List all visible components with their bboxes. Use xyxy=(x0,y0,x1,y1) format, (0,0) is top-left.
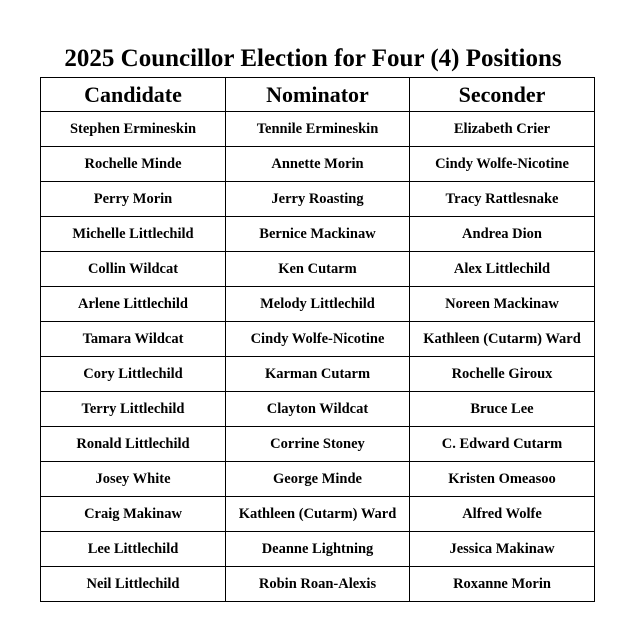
nominator-cell: Robin Roan-Alexis xyxy=(226,567,410,602)
candidate-cell: Josey White xyxy=(41,462,226,497)
seconder-cell: C. Edward Cutarm xyxy=(410,427,595,462)
seconder-cell: Andrea Dion xyxy=(410,217,595,252)
seconder-cell: Roxanne Morin xyxy=(410,567,595,602)
seconder-cell: Noreen Mackinaw xyxy=(410,287,595,322)
candidate-cell: Stephen Ermineskin xyxy=(41,112,226,147)
candidate-cell: Ronald Littlechild xyxy=(41,427,226,462)
nominator-cell: Annette Morin xyxy=(226,147,410,182)
seconder-cell: Tracy Rattlesnake xyxy=(410,182,595,217)
seconder-cell: Jessica Makinaw xyxy=(410,532,595,567)
candidate-cell: Craig Makinaw xyxy=(41,497,226,532)
nominator-cell: Kathleen (Cutarm) Ward xyxy=(226,497,410,532)
candidate-cell: Tamara Wildcat xyxy=(41,322,226,357)
column-header-nominator: Nominator xyxy=(226,78,410,112)
table-row xyxy=(41,567,595,602)
table-body xyxy=(41,112,595,602)
table-row xyxy=(41,497,595,532)
nominator-cell: Deanne Lightning xyxy=(226,532,410,567)
nominator-cell: Clayton Wildcat xyxy=(226,392,410,427)
table-row xyxy=(41,532,595,567)
candidate-cell: Arlene Littlechild xyxy=(41,287,226,322)
column-header-candidate: Candidate xyxy=(41,78,226,112)
column-header-seconder: Seconder xyxy=(410,78,595,112)
table-row xyxy=(41,462,595,497)
table-row xyxy=(41,287,595,322)
table-row xyxy=(41,112,595,147)
table-header-row xyxy=(41,78,595,112)
candidate-cell: Neil Littlechild xyxy=(41,567,226,602)
seconder-cell: Alex Littlechild xyxy=(410,252,595,287)
nominator-cell: Cindy Wolfe-Nicotine xyxy=(226,322,410,357)
page-title: 2025 Councillor Election for Four (4) Positions xyxy=(64,45,562,72)
candidate-cell: Terry Littlechild xyxy=(41,392,226,427)
table-row xyxy=(41,217,595,252)
nominator-cell: Jerry Roasting xyxy=(226,182,410,217)
table-row xyxy=(41,322,595,357)
table-row xyxy=(41,182,595,217)
seconder-cell: Bruce Lee xyxy=(410,392,595,427)
seconder-cell: Elizabeth Crier xyxy=(410,112,595,147)
table-row xyxy=(41,147,595,182)
seconder-cell: Kristen Omeasoo xyxy=(410,462,595,497)
seconder-cell: Kathleen (Cutarm) Ward xyxy=(410,322,595,357)
table-row xyxy=(41,392,595,427)
table-row xyxy=(41,427,595,462)
nominator-cell: George Minde xyxy=(226,462,410,497)
nominator-cell: Karman Cutarm xyxy=(226,357,410,392)
seconder-cell: Rochelle Giroux xyxy=(410,357,595,392)
nominations-table xyxy=(40,77,595,602)
candidate-cell: Perry Morin xyxy=(41,182,226,217)
nominator-cell: Melody Littlechild xyxy=(226,287,410,322)
candidate-cell: Cory Littlechild xyxy=(41,357,226,392)
nominator-cell: Corrine Stoney xyxy=(226,427,410,462)
candidate-cell: Collin Wildcat xyxy=(41,252,226,287)
candidate-cell: Lee Littlechild xyxy=(41,532,226,567)
nominator-cell: Bernice Mackinaw xyxy=(226,217,410,252)
nominator-cell: Tennile Ermineskin xyxy=(226,112,410,147)
seconder-cell: Cindy Wolfe-Nicotine xyxy=(410,147,595,182)
candidate-cell: Rochelle Minde xyxy=(41,147,226,182)
table-row xyxy=(41,252,595,287)
nominator-cell: Ken Cutarm xyxy=(226,252,410,287)
seconder-cell: Alfred Wolfe xyxy=(410,497,595,532)
table-row xyxy=(41,357,595,392)
candidate-cell: Michelle Littlechild xyxy=(41,217,226,252)
